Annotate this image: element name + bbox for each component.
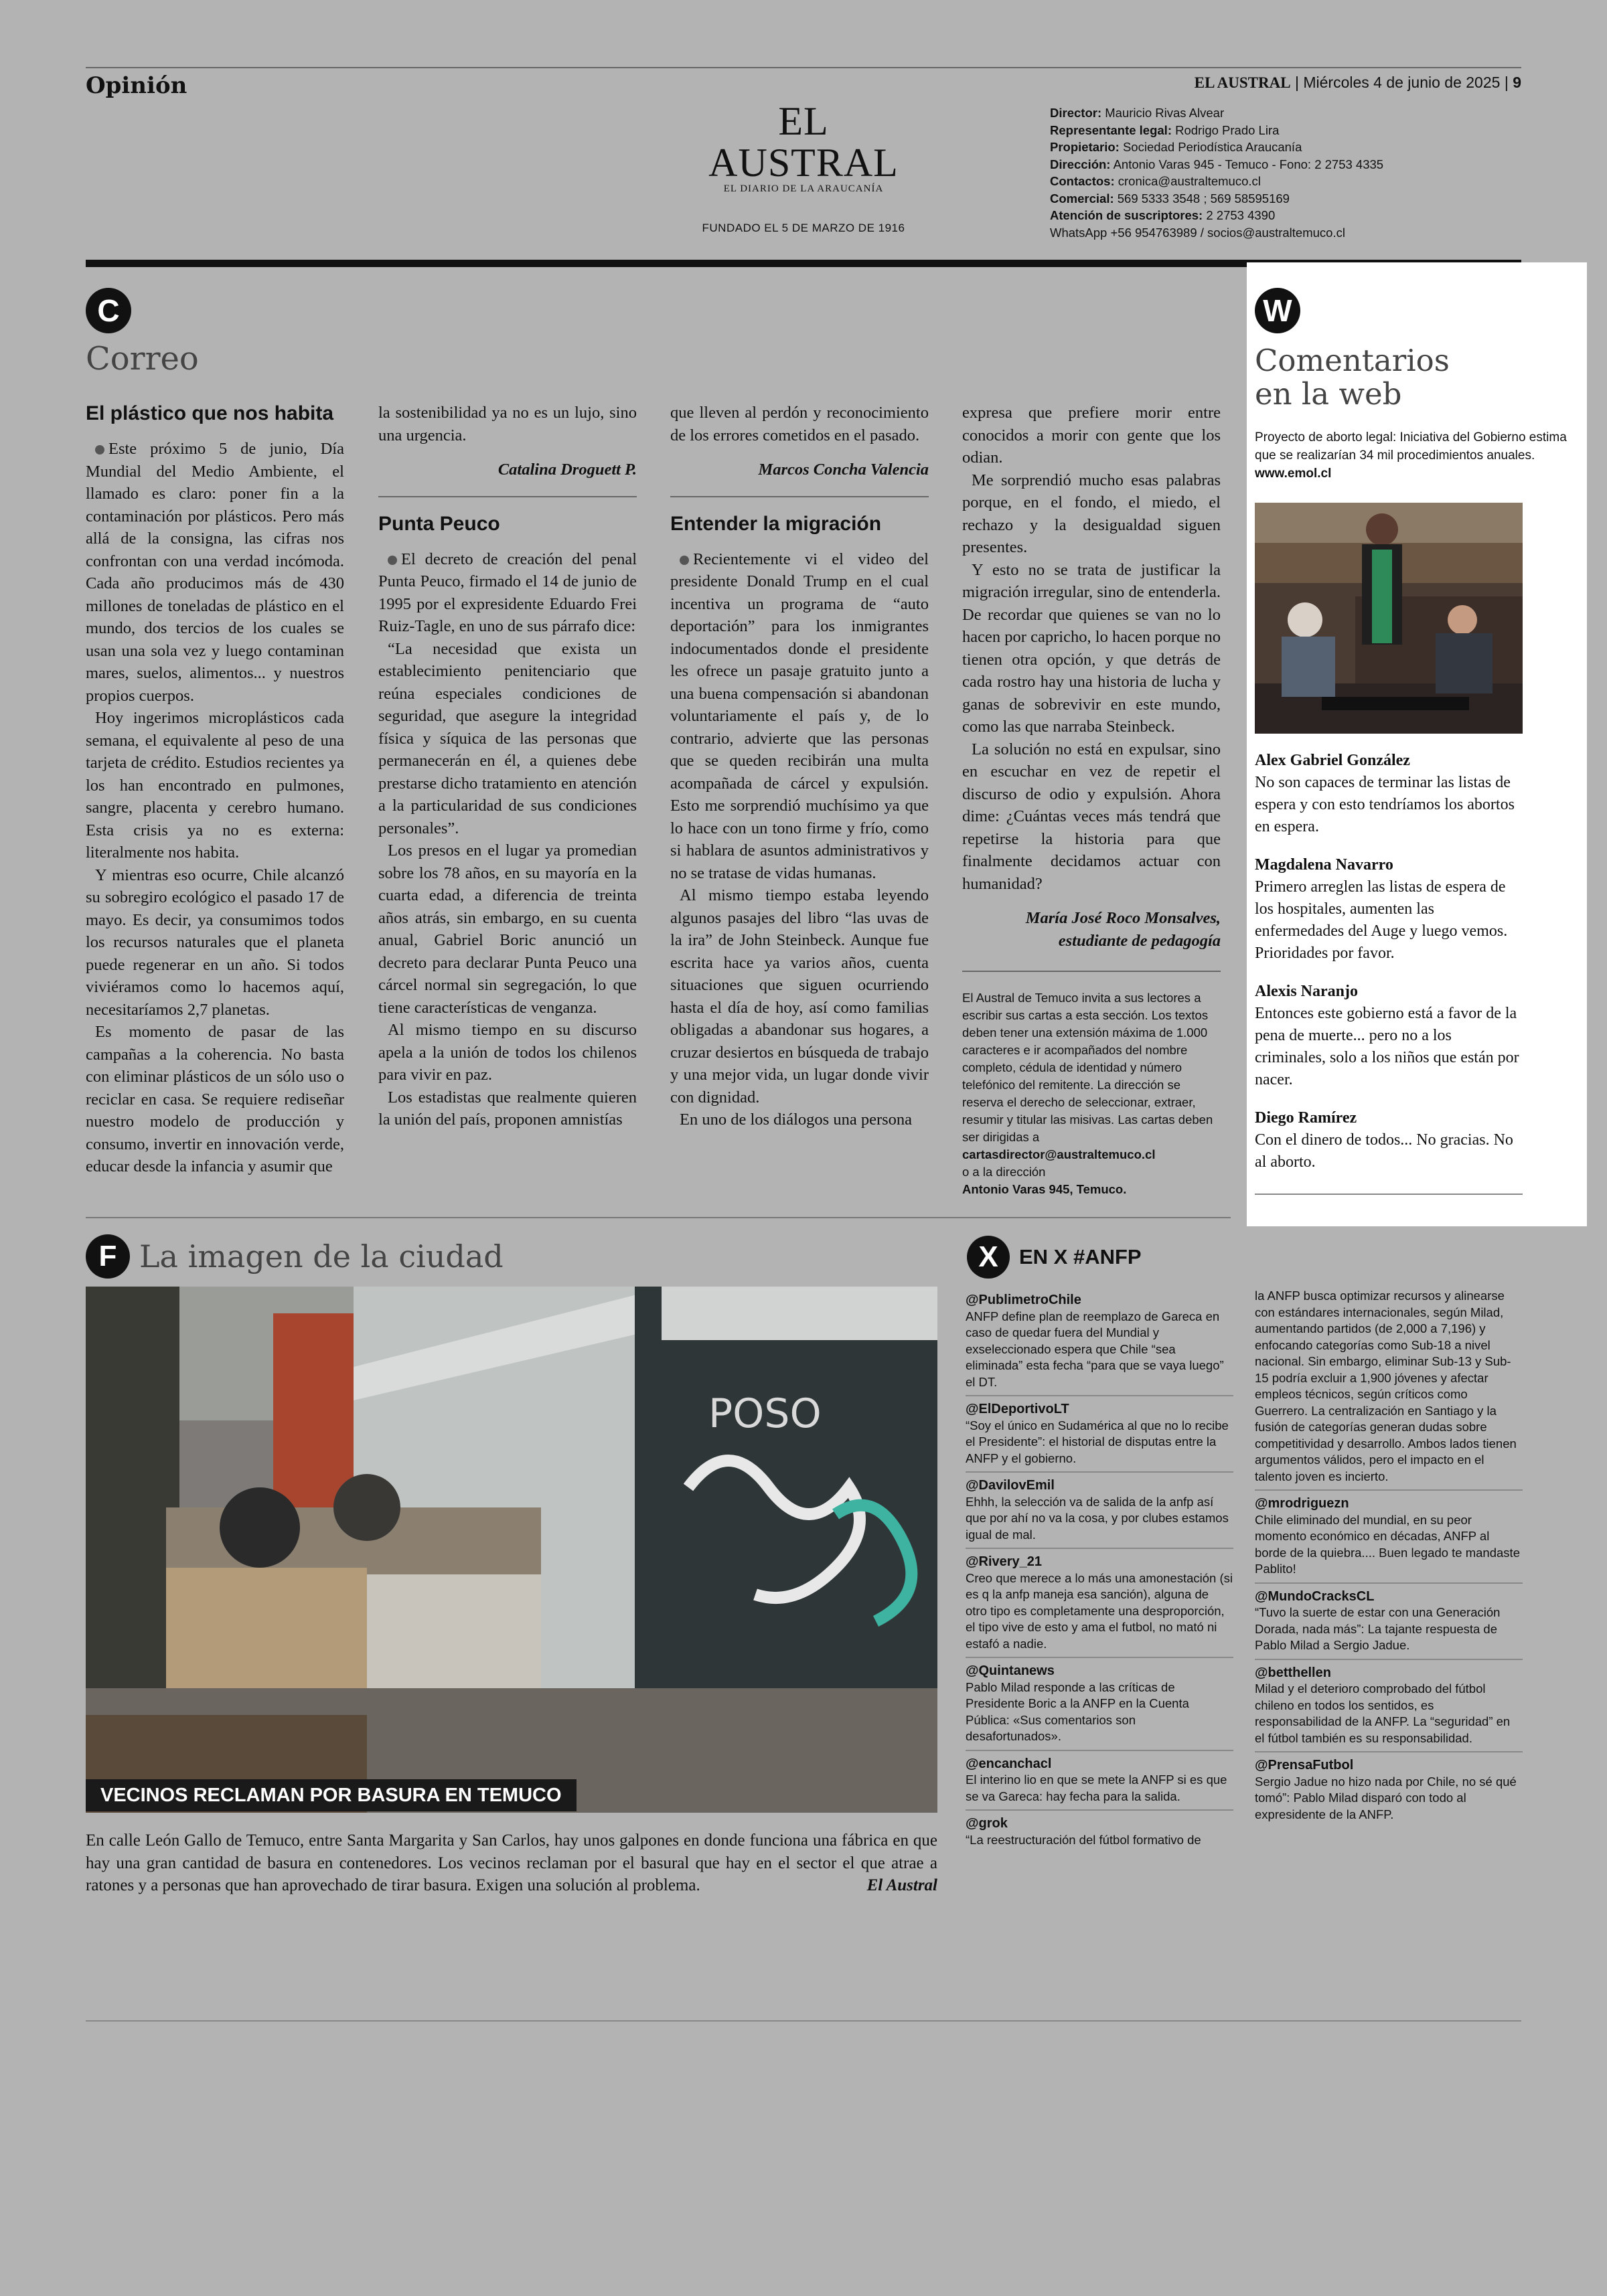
- comment-text: No son capaces de terminar las listas de espera y con esto tendríamos los abortos en espera.: [1255, 774, 1515, 835]
- graffiti: POSO: [708, 1390, 822, 1437]
- x-post: @MundoCracksCL “Tuvo la suerte de estar con una Generación Dorada, nada más”: La tajante respuesta de Pablo Milad a Sergio Jadue.: [1255, 1588, 1523, 1660]
- staff-line: Contactos: cronica@australtemuco.cl: [1050, 174, 1261, 188]
- comment-text: Entonces este gobierno está a favor de la pena de muerte... pero no a los criminales, solo a los niños que están por nacer.: [1255, 1005, 1519, 1088]
- x-post: @encanchacl El interino lio en que se mete la ANFP si es que se va Gareca: hay fecha para la salida.: [966, 1756, 1233, 1811]
- x-post: @mrodriguezn Chile eliminado del mundial, en su peor momento económico en décadas, ANFP al borde de la quiebra.... Buen legado te mandaste Pablito!: [1255, 1495, 1523, 1584]
- bullet-dot-icon: [388, 556, 397, 565]
- x-post: @Quintanews Pablo Milad responde a las críticas de Presidente Boric a la ANFP en la Cuenta Pública: «Sus comentarios son desafortunados».: [966, 1663, 1233, 1751]
- web-comments-panel: [1247, 262, 1587, 1226]
- x-handle[interactable]: @Rivery_21: [966, 1554, 1043, 1569]
- photo-credit: El Austral: [866, 1876, 937, 1894]
- ciudad-section-title: La imagen de la ciudad: [139, 1238, 504, 1275]
- x-handle[interactable]: @betthellen: [1255, 1665, 1331, 1680]
- letter-signature: Catalina Droguett P.: [498, 461, 637, 479]
- page-header-info: EL AUSTRAL | Miércoles 4 de junio de 2025 | 9: [1194, 74, 1521, 91]
- congress-photo: [1255, 503, 1523, 734]
- x-handle[interactable]: @PublimetroChile: [966, 1293, 1081, 1307]
- x-post: @betthellen Milad y el deterioro comprobado del fútbol chileno en todos los sentidos, es responsabilidad de la ANFP. La “seguridad” en el fútbol también es su responsabilidad.: [1255, 1665, 1523, 1753]
- x-column-2: [1255, 1288, 1523, 1832]
- staff-line: Representante legal: Rodrigo Prado Lira: [1050, 122, 1280, 137]
- x-handle[interactable]: @MundoCracksCL: [1255, 1588, 1375, 1604]
- x-handle[interactable]: @encanchacl: [966, 1756, 1052, 1771]
- web-comment: [1255, 981, 1523, 1091]
- letter-heading: Entender la migración: [670, 512, 882, 535]
- staff-line: WhatsApp +56 954763989 / socios@australtemuco.cl: [1050, 225, 1345, 240]
- page-number: 9: [1513, 74, 1521, 91]
- staff-line: Atención de suscriptores: 2 2753 4390: [1050, 208, 1276, 222]
- x-section-title: EN X #ANFP: [1019, 1245, 1142, 1268]
- x-handle[interactable]: @grok: [966, 1816, 1008, 1831]
- letter-signature: Marcos Concha Valencia: [758, 461, 929, 479]
- web-comment: [1255, 750, 1523, 838]
- x-handle[interactable]: @mrodriguezn: [1255, 1496, 1349, 1511]
- letters-policy-note: El Austral de Temuco invita a sus lectores a escribir sus cartas a esta sección. Los textos deben tener una extensión máxima de 1.000 caracteres e ir acompañados del nombre completo, cédula de identidad y número telefónico del remitente. La dirección se reserva el derecho de seleccionar, extraer, resumir y titular las misivas. Las cartas deben ser dirigidas a cartasdirector@australtemuco.cl o a la dirección Antonio Varas 945, Temuco.: [962, 971, 1221, 1198]
- staff-line: Comercial: 569 5333 3548 ; 569 58595169: [1050, 191, 1290, 206]
- letter-column-1: El plástico que nos habita Este próximo 5 de junio, Día Mundial del Medio Ambiente, el llamado es claro: poner fin a la contaminación por plásticos. Pero más allá de la consigna, las cifras nos confrontan con una verdad incómoda. Cada año producimos más de 430 millones de toneladas de plástico en el mundo, dos tercios de los cuales se usan una sola vez y luego contaminan mares, suelos, alimentos... y nuestros propios cuerpos. Hoy ingerimos microplásticos cada semana, el equivalente al peso de una tarjeta de crédito. Estudios recientes ya los han encontrado en pulmones, sangre, placenta y cerebro humano. Esta crisis ya no es externa: literalmente nos habita. Y mientras eso ocurre, Chile alcanzó su sobregiro ecológico el pasado 17 de mayo. Es decir, ya consumimos todos los recursos naturales que el planeta puede regenerar en un año. Si todos viviéramos como lo hacemos aquí, necesitaríamos 2,7 planetas. Es momento de pasar de las campañas a la coherencia. No basta con eliminar plásticos de un sólo uso o reciclar en casa. Se requiere rediseñar nuestro modelo de producción y consumo, invertir en innovación verde, educar desde la infancia y asumir que: [86, 402, 344, 1175]
- staff-line: Propietario: Sociedad Periodística Araucanía: [1050, 140, 1302, 154]
- staff-line: Director: Mauricio Rivas Alvear: [1050, 106, 1225, 120]
- city-photo: [86, 1287, 937, 1813]
- letter-column-3: que lleven al perdón y reconocimiento de los errores cometidos en el pasado. Marcos Concha Valencia Entender la migración Recientemente vi el video del presidente Donald Trump en el cual incentiva un programa de “auto deportación” para los inmigrantes indocumentados donde el presidente les ofrece un pasaje gratuito junto a una buena compensación si abandonan voluntariamente el país y, de lo contrario, advierte que las personas que se queden recibirán una multa acompañada de cárcel y expulsión. Esto me sorprendió muchísimo ya que lo hace con un tono firme y frío, como si hablara de asuntos administrativos y no se tratase de vidas humanas. Al mismo tiempo estaba leyendo algunos pasajes del libro “las uvas de la ira” de John Steinbeck. Aunque fue escrita hace ya varios años, cuenta situaciones que siguen ocurriendo hasta el día de hoy, así como familias obligadas a abandonar sus hogares, a cruzar desiertos en búsqueda de trabajo y una mejor vida, un lugar donde vivir con dignidad. En uno de los diálogos una persona: [670, 404, 929, 1129]
- x-post: @Rivery_21 Creo que merece a lo más una amonestación (si es q la anfp maneja esa sanción), alguna de otro tipo es completamente una desproporción, el tipo vive de esto y ama el futbol, no mató ni estafó a nadie.: [966, 1554, 1233, 1658]
- masthead: [690, 100, 917, 235]
- letter-divider: [670, 496, 929, 497]
- comment-author: Alex Gabriel González: [1255, 752, 1410, 769]
- paper-name: EL AUSTRAL: [1194, 74, 1291, 91]
- x-column-1: [966, 1289, 1233, 1858]
- x-post: @PublimetroChile ANFP define plan de reemplazo de Gareca en caso de quedar fuera del Mundial y exseleccionado espera que Chile “sea eliminada” esta fecha “para que se vaya luego” el DT.: [966, 1292, 1233, 1396]
- web-comment: [1255, 1107, 1523, 1173]
- founded-line: FUNDADO EL 5 DE MARZO DE 1916: [702, 222, 905, 234]
- correo-section-icon: C: [86, 288, 131, 333]
- comment-author: Diego Ramírez: [1255, 1109, 1357, 1127]
- ciudad-section-icon: F: [86, 1234, 130, 1279]
- section-title: Opinión: [86, 72, 187, 99]
- x-handle[interactable]: @Quintanews: [966, 1663, 1055, 1678]
- bullet-dot-icon: [680, 556, 689, 565]
- x-post: @PrensaFutbol Sergio Jadue no hizo nada por Chile, no sé qué tomó”: Pablo Milad disparó con todo al expresidente de la ANFP.: [1255, 1757, 1523, 1827]
- x-post: @ElDeportivoLT “Soy el único en Sudamérica al que no lo recibe el Presidente”: el historial de disputas entre la ANFP y el gobierno.: [966, 1401, 1233, 1473]
- letter-divider: [378, 496, 637, 497]
- source-link[interactable]: www.emol.cl: [1255, 467, 1332, 481]
- web-section-icon: W: [1255, 288, 1300, 333]
- web-end-rule: [1255, 1194, 1523, 1195]
- letters-email[interactable]: cartasdirector@australtemuco.cl: [962, 1147, 1156, 1161]
- comment-text: Con el dinero de todos... No gracias. No al aborto.: [1255, 1131, 1513, 1171]
- x-post-continued: la ANFP busca optimizar recursos y alinearse con estándares internacionales, según Milad, aumentando partidos (de 2,000 a 7,196) y enfocando categorías como Sub-18 a nivel nacional. Sin embargo, eliminar Sub-13 y Sub-15 podría excluir a 1,900 jóvenes y afectar empleos técnicos, según críticos como Guerrero. La centralización en Santiago y la fusión de categorías generan dudas sobre competitividad y desarrollo. Ambos lados tienen argumentos válidos, pero el impacto en el talento joven es incierto.: [1255, 1288, 1523, 1491]
- issue-date: Miércoles 4 de junio de 2025: [1303, 74, 1501, 91]
- web-lead: Proyecto de aborto legal: Iniciativa del Gobierno estima que se realizarían 34 mil procedimientos anuales. www.emol.cl: [1255, 430, 1567, 481]
- comment-text: Primero arreglen las listas de espera de los hospitales, aumenten las enfermedades del Auge y luego vemos. Prioridades por favor.: [1255, 878, 1508, 962]
- x-post: @grok “La reestructuración del fútbol formativo de: [966, 1815, 1233, 1853]
- correo-section-title: Correo: [86, 340, 199, 378]
- x-handle[interactable]: @DavilovEmil: [966, 1478, 1055, 1493]
- logo-tagline: EL DIARIO DE LA ARAUCANÍA: [723, 183, 884, 194]
- comment-author: Magdalena Navarro: [1255, 856, 1393, 874]
- bottom-rule: [86, 2020, 1521, 2022]
- web-comment: [1255, 854, 1523, 965]
- city-caption: En calle León Gallo de Temuco, entre Santa Margarita y San Carlos, hay unos galpones en donde funciona una fábrica en que hay una gran cantidad de basura en contenedores. Los vecinos reclaman por el basural que hay en el sector el que atrae a ratones y a personas que han aprovechado de tirar basura. Exigen una solución al problema. El Austral: [86, 1829, 937, 1897]
- x-handle[interactable]: @PrensaFutbol: [1255, 1758, 1354, 1773]
- x-header: [967, 1236, 1142, 1279]
- letter-column-4: expresa que prefiere morir entre conocidos a morir con gente que los odian. Me sorprendió mucho esas palabras porque, en el fondo, el miedo, el rechazo y la desigualdad siguen presentes. Y esto no se trata de justificar la migración irregular, sino de entenderla. De recordar que quienes se van no lo hacen por capricho, lo hacen porque no tienen otra opción, y que detrás de cada rostro hay una historia de lucha y ganas de sobrevivir en este mundo, como las que narraba Steinbeck. La solución no está en expulsar, sino en escuchar en vez de repetir el discurso de odio y expulsión. Ahora dime: ¿Cuántas veces más tendrá que repetirse la historia para que finalmente decidamos actuar con humanidad? María José Roco Monsalves, estudiante de pedagogía El Austral de Temuco invita a sus lectores a escribir sus cartas a esta sección. Los textos deben tener una extensión máxima de 1.000 caracteres e ir acompañados del nombre completo, cédula de identidad y número telefónico del remitente. La dirección se reserva el derecho de seleccionar, extraer, resumir y titular las misivas. Las cartas deben ser dirigidas a cartasdirector@australtemuco.cl o a la dirección Antonio Varas 945, Temuco.: [962, 402, 1221, 1198]
- x-section-icon: X: [967, 1236, 1010, 1279]
- comment-author: Alexis Naranjo: [1255, 983, 1358, 1000]
- x-post: @DavilovEmil Ehhh, la selección va de salida de la anfp así que por ahí no va la cosa, y por clubes estamos igual de mal.: [966, 1477, 1233, 1549]
- ciudad-header: [86, 1234, 504, 1279]
- letter-heading: Punta Peuco: [378, 512, 500, 535]
- newspaper-logo: EL AUSTRAL: [708, 99, 899, 185]
- staff-box: [1050, 104, 1383, 241]
- bullet-dot-icon: [95, 445, 104, 455]
- photo-banner: VECINOS RECLAMAN POR BASURA EN TEMUCO: [86, 1779, 577, 1811]
- letter-heading: El plástico que nos habita: [86, 402, 334, 424]
- staff-line: Dirección: Antonio Varas 945 - Temuco - Fono: 2 2753 4335: [1050, 157, 1384, 171]
- section-divider: [86, 1217, 1231, 1218]
- web-section-title: Comentarios en la web: [1255, 343, 1450, 412]
- top-rule: [86, 67, 1521, 68]
- letter-signature: María José Roco Monsalves, estudiante de pedagogía: [1025, 909, 1221, 950]
- letter-column-2: la sostenibilidad ya no es un lujo, sino una urgencia. Catalina Droguett P. Punta Peuco El decreto de creación del penal Punta Peuco, firmado el 14 de junio de 1995 por el expresidente Eduardo Frei Ruiz-Tagle, en uno de sus párrafo dice: “La necesidad que exista un establecimiento penitenciario que reúna especiales condiciones de seguridad, que asegure la integridad física y síquica de las personas que permanecerán en él, a quienes debe prestarse dicho tratamiento en atención a la particularidad de sus condiciones personales”. Los presos en el lugar ya promedian sobre los 78 años, en su mayoría en la cuarta edad, a diferencia de treinta años atrás, sin embargo, en su cuenta anual, Gabriel Boric anunció un decreto para declarar Punta Peuco una cárcel normal sin segregación, lo que tiene características de venganza. Al mismo tiempo en su discurso apela a la unión de todos los chilenos para vivir en paz. Los estadistas que realmente quieren la unión del país, proponen amnistías: [378, 404, 637, 1129]
- x-handle[interactable]: @ElDeportivoLT: [966, 1402, 1069, 1416]
